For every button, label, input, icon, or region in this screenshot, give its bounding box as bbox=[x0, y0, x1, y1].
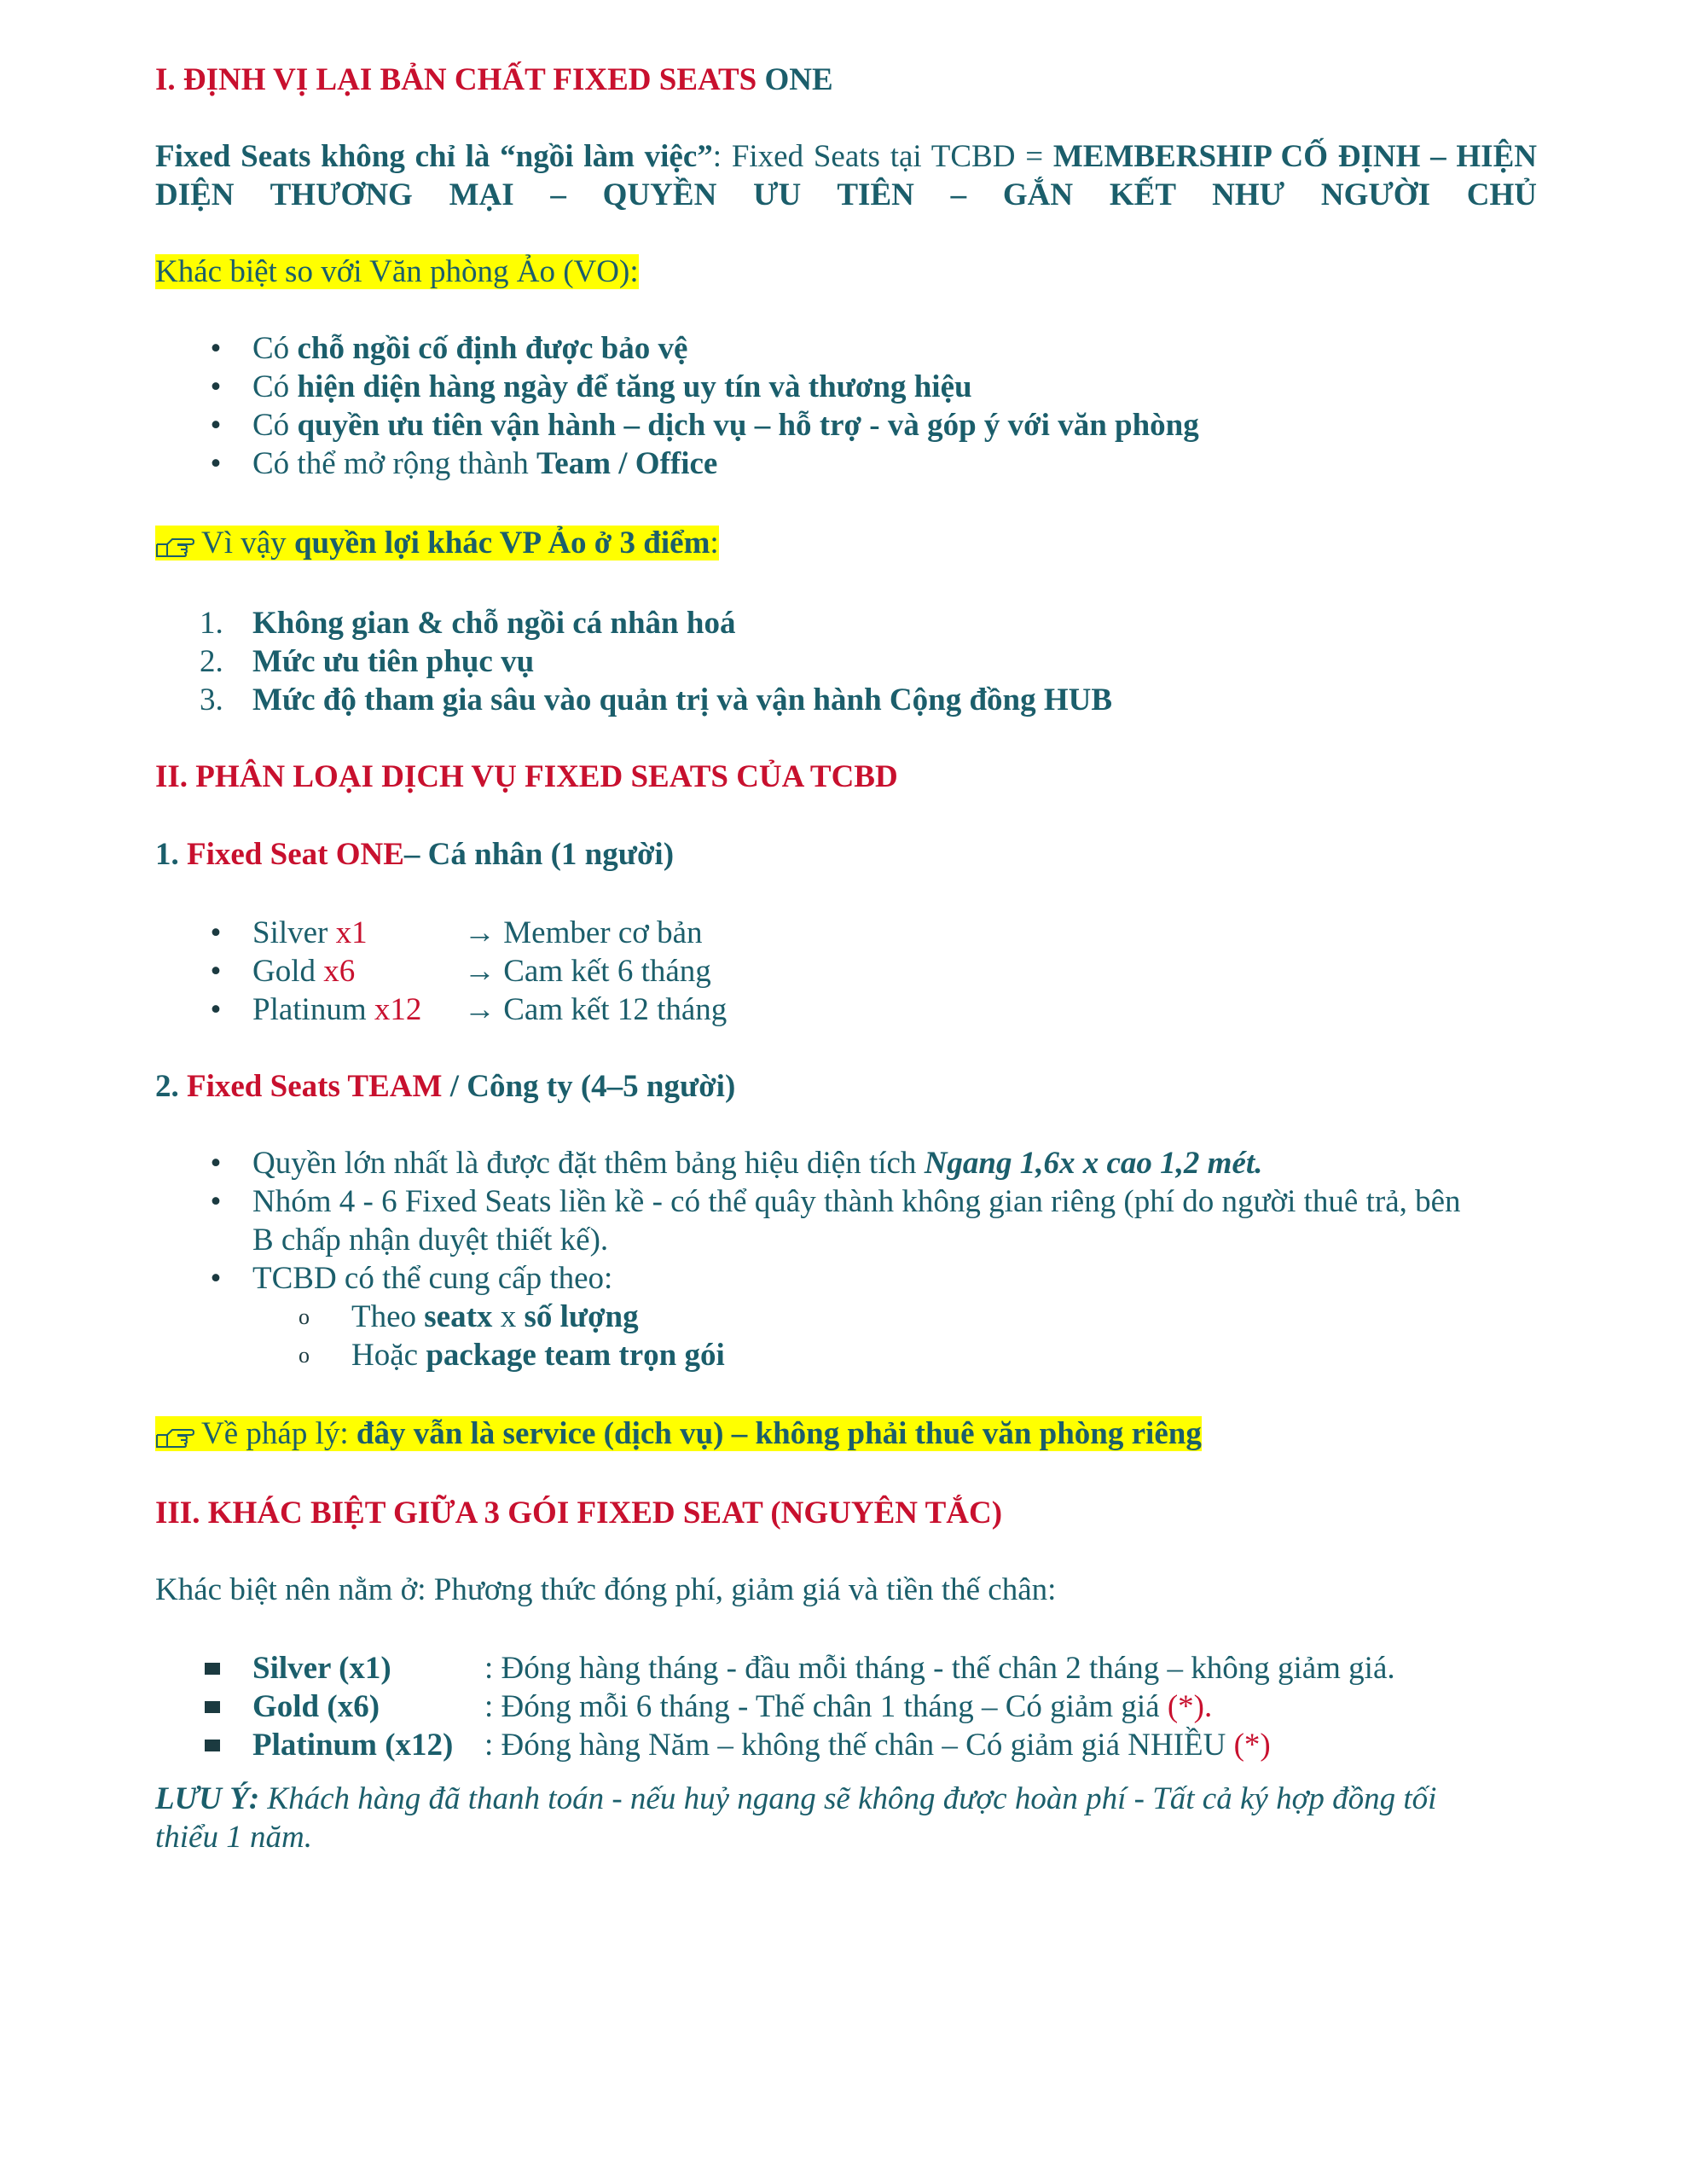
section1-title: I. ĐỊNH VỊ LẠI BẢN CHẤT FIXED SEATS ONE bbox=[155, 62, 833, 97]
bullet-icon: • bbox=[210, 954, 222, 989]
square-bullet-icon bbox=[205, 1701, 220, 1713]
benefits-note: Vì vậy quyền lợi khác VP Ảo ở 3 điểm: bbox=[155, 524, 1537, 562]
sub1-title: 1. Fixed Seat ONE– Cá nhân (1 người) bbox=[155, 837, 675, 872]
legal-note: Về pháp lý: đây vẫn là service (dịch vụ) – không phải thuê văn phòng riêng bbox=[155, 1414, 1537, 1453]
circle-bullet-icon: o bbox=[299, 1343, 310, 1368]
bullet-icon: • bbox=[210, 915, 222, 950]
pointing-hand-icon bbox=[155, 1423, 194, 1450]
section3-intro: Khác biệt nên nằm ở: Phương thức đóng phí, giảm giá và tiền thế chân: bbox=[155, 1572, 1057, 1607]
bullet-icon: • bbox=[210, 369, 222, 404]
bullet-icon: • bbox=[210, 992, 222, 1027]
note-line2: thiểu 1 năm. bbox=[155, 1820, 312, 1855]
bullet-icon: • bbox=[210, 446, 222, 481]
section2-title: II. PHÂN LOẠI DỊCH VỤ FIXED SEATS CỦA TCBD bbox=[155, 759, 898, 794]
note-line1: LƯU Ý: Khách hàng đã thanh toán - nếu huỷ ngang sẽ không được hoàn phí - Tất cả ký hợp đồng tối bbox=[155, 1781, 1437, 1816]
bullet-icon: • bbox=[210, 1261, 222, 1296]
bullet-icon: • bbox=[210, 1146, 222, 1181]
pointing-hand-icon bbox=[155, 532, 194, 560]
circle-bullet-icon: o bbox=[299, 1304, 310, 1329]
bullet-icon: • bbox=[210, 331, 222, 366]
bullet-icon: • bbox=[210, 408, 222, 443]
sub2-title: 2. Fixed Seats TEAM / Công ty (4–5 người) bbox=[155, 1069, 736, 1104]
vo-diff-label: Khác biệt so với Văn phòng Ảo (VO): bbox=[155, 254, 639, 289]
square-bullet-icon bbox=[205, 1663, 220, 1675]
square-bullet-icon bbox=[205, 1740, 220, 1751]
bullet-icon: • bbox=[210, 1184, 222, 1219]
section1-intro-line1: Fixed Seats không chỉ là “ngồi làm việc”: Fixed Seats tại TCBD = MEMBERSHIP CỐ ĐỊNH – HIỆN DIỆN THƯƠNG MẠI – QUYỀN ƯU TIÊN – GẮN KẾT NHƯ NGƯỜI CHỦ bbox=[155, 139, 1537, 212]
section3-title: III. KHÁC BIỆT GIỮA 3 GÓI FIXED SEAT (NGUYÊN TẮC) bbox=[155, 1496, 1003, 1531]
